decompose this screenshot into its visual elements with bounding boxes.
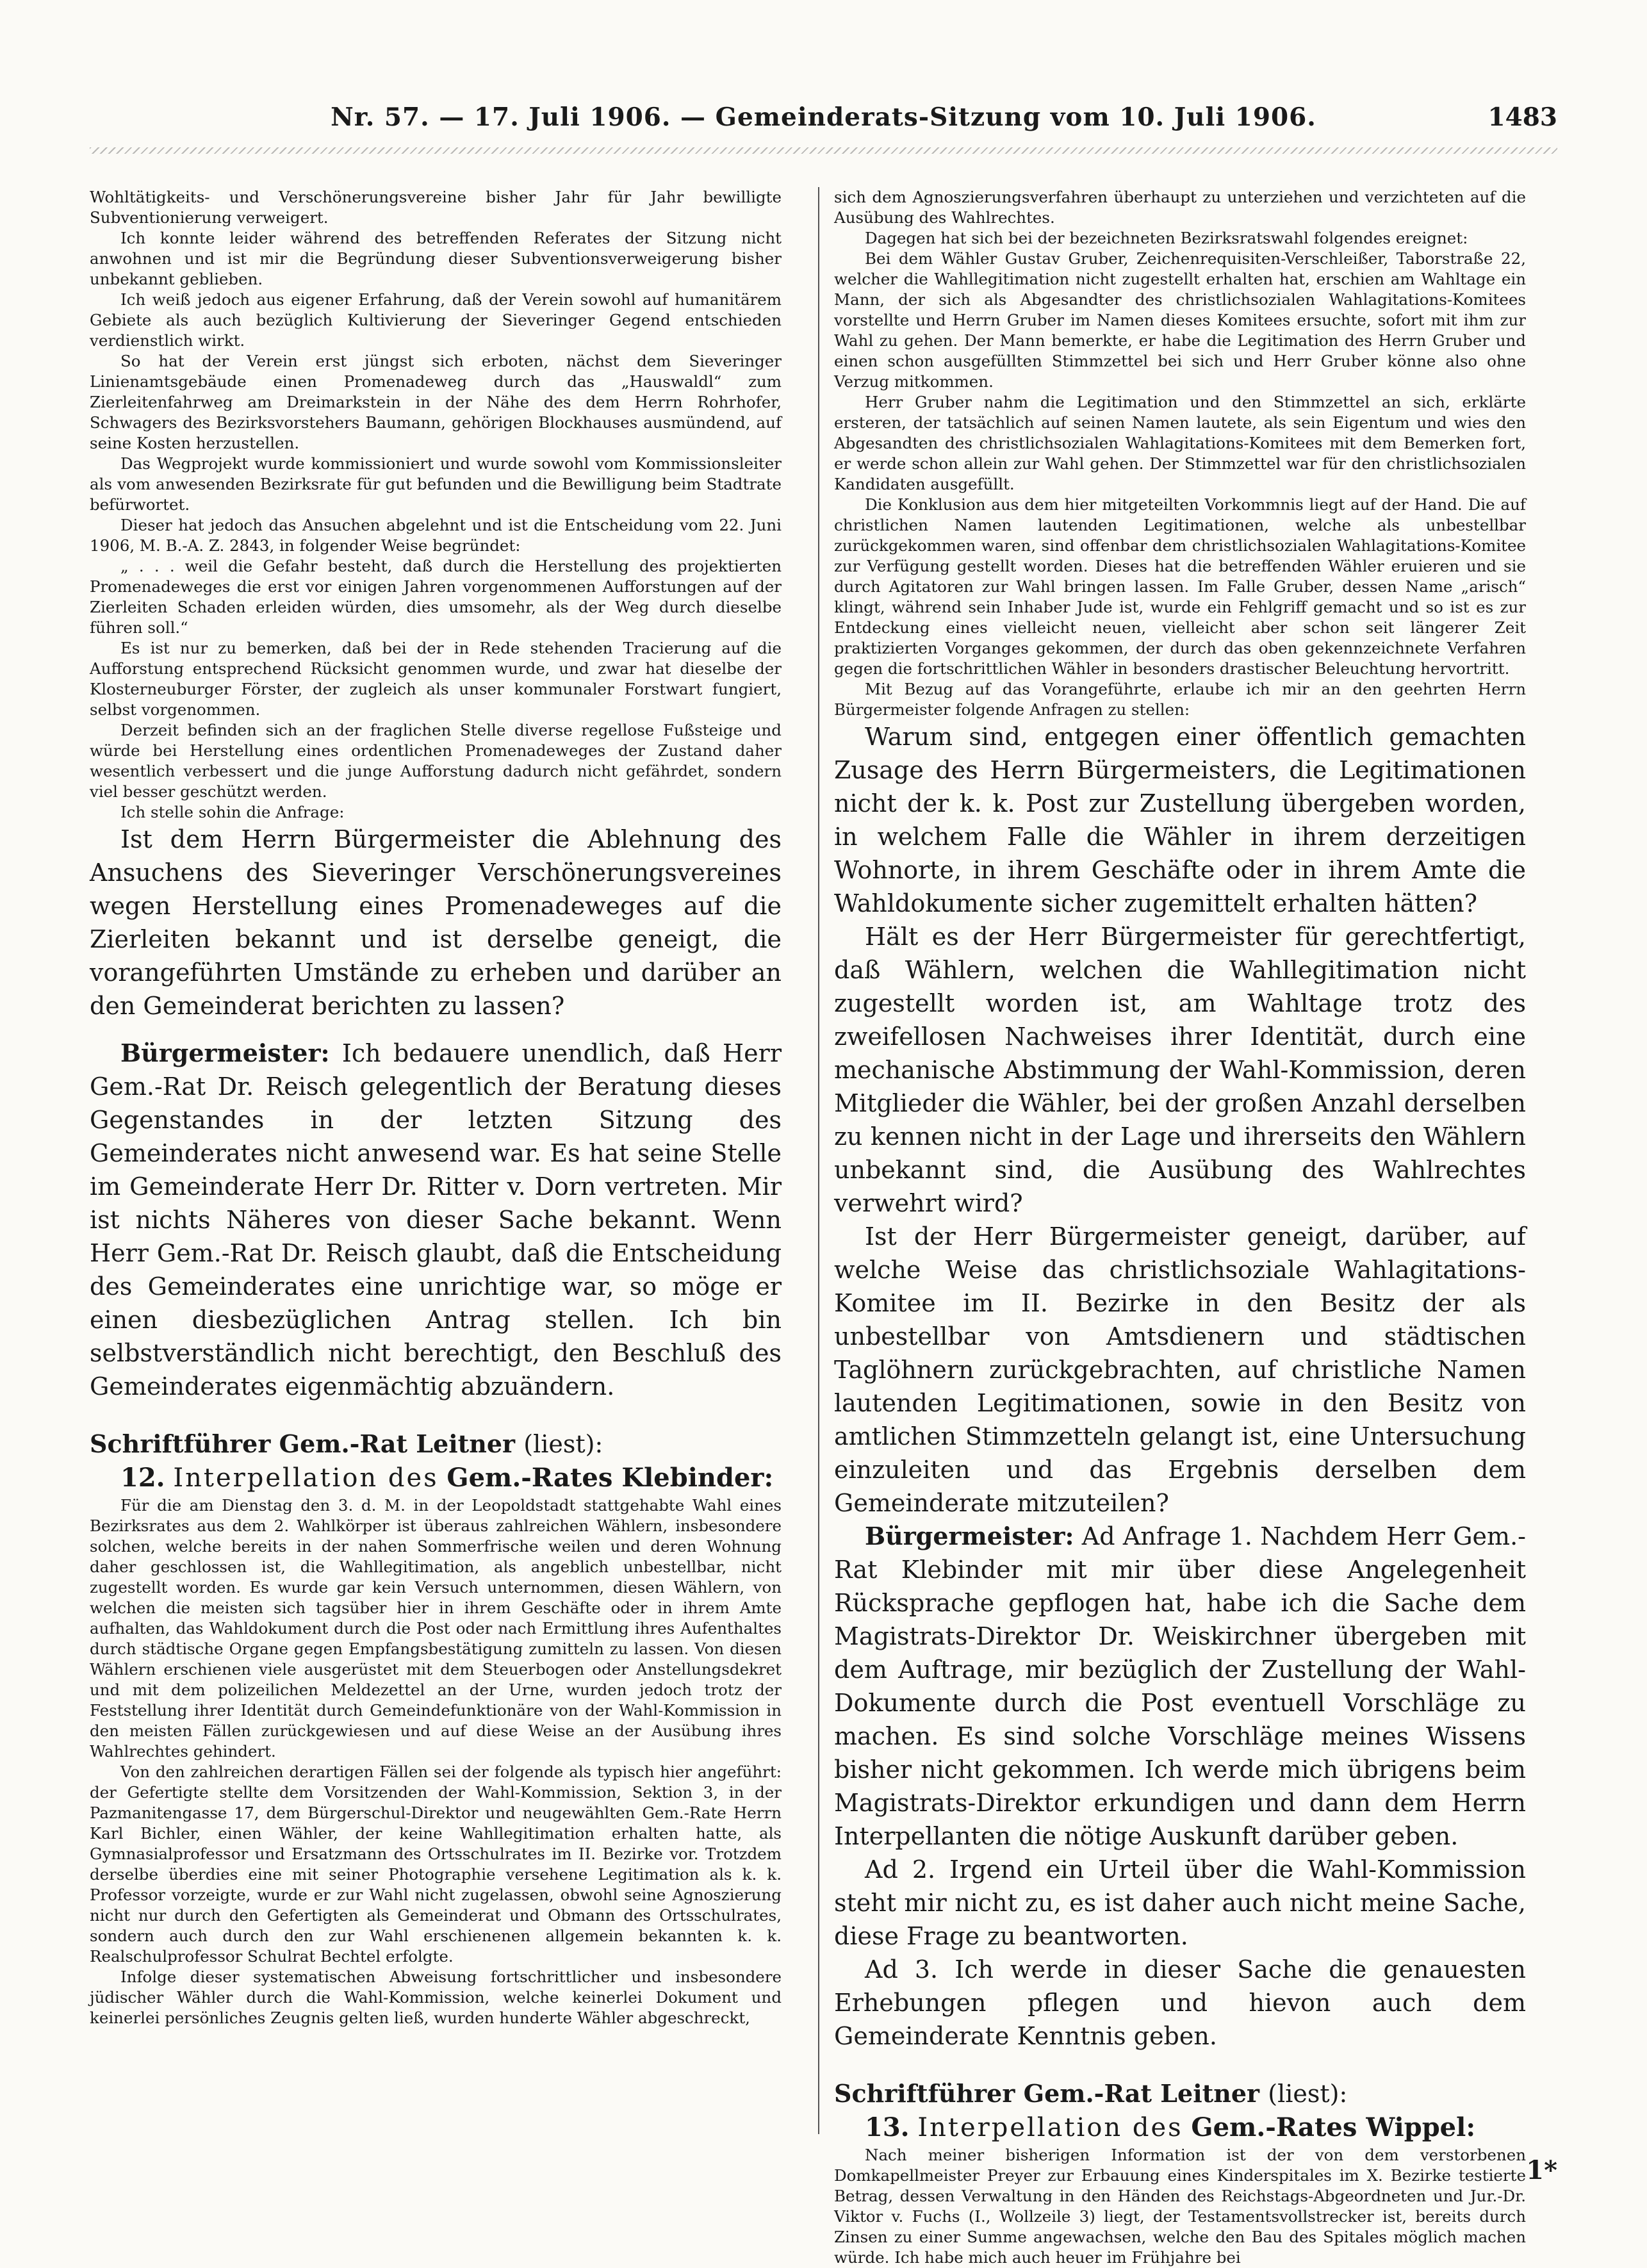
paragraph: Bei dem Wähler Gustav Gruber, Zeichenrequisiten-Verschleißer, Taborstraße 22, welcher die Wahllegitimation nicht zugestellt erhalten hat, erschien am Wahltage ein Mann, der sich als Abgesandter des christlichsozialen Wahlagitations-Komitees vorstellte und Herrn Gruber im Namen dieses Komitees ersuchte, sofort mit ihm zur Wahl zu gehen. Der Mann bemerkte, er habe die Legitimation des Herrn Gruber und einen schon ausgefüllten Stimmzettel bei sich und Herr Gruber könne also ohne Verzug mitkommen. (834, 249, 1526, 391)
inquiry-question: Warum sind, entgegen einer öffentlich gemachten Zusage des Herrn Bürgermeisters, die Legitimationen nicht der k. k. Post zur Zustellung übergeben worden, in welchem Falle die Wähler in ihrem derzeitigen Wohnorte, in ihrem Geschäfte oder in ihrem Amte die Wahldokumente sicher zugemittelt erhalten hätten? (834, 723, 1526, 917)
speaker-text: Ich bedauere unendlich, daß Herr Gem.-Rat Dr. Reisch gelegentlich der Beratung dieses Gegenstandes in der letzten Sitzung des Gemeinderates nicht anwesend war. Es hat seine Stelle im Gemeinderate Herr Dr. Ritter v. Dorn vertreten. Mir ist nichts Näheres von dieser Sache bekannt. Wenn Herr Gem.-Rat Dr. Reisch glaubt, daß die Entscheidung des Gemeinderates eine unrichtige war, so möge er einen diesbezüglichen Antrag stellen. Ich bin selbstverständlich nicht berechtigt, den Beschluß des Gemeinderates eigenmächtig abzuändern. (90, 1039, 782, 1401)
liest-label: (liest): (1268, 2080, 1348, 2108)
paragraph: Dieser hat jedoch das Ansuchen abgelehnt und ist die Entscheidung vom 22. Juni 1906, M. B.-A. Z. 2843, in folgender Weise begründet: (90, 516, 782, 555)
reply-paragraph: Ad 2. Irgend ein Urteil über die Wahl-Kommission steht mir nicht zu, es ist daher auch nicht meine Sache, diese Frage zu beantworten. (834, 1855, 1526, 1950)
interpellation-title (90, 1461, 782, 1495)
paragraph: sich dem Agnoszierungsverfahren überhaupt zu unterziehen und verzichteten auf die Ausübung des Wahlrechtes. (834, 188, 1526, 227)
right-column (834, 187, 1526, 2267)
inquiry-question: Ist der Herr Bürgermeister geneigt, darüber, auf welche Weise das christlichsoziale Wahlagitations-Komitee im II. Bezirke in den Besitz der als unbestellbar von Amtsdienern und städtischen Taglöhnern zurückgebrachten, auf christliche Namen lautenden Legitimationen, sowie in den Besitz von amtlichen Stimmzetteln gelangt ist, eine Untersuchung einzuleiten und das Ergebnis derselben dem Gemeinderate mitzuteilen? (834, 1222, 1526, 1517)
mayor-reply (90, 1037, 782, 1403)
header-rule (90, 147, 1557, 154)
paragraph: Nach meiner bisherigen Information ist der von dem verstorbenen Domkapellmeister Preyer zur Erbauung eines Kinderspitales im X. Bezirke testierte Betrag, dessen Verwaltung in den Händen des Reichstags-Abgeordneten und Jur.-Dr. Viktor v. Fuchs (I., Wollzeile 3) liegt, der Testamentsvollstrecker ist, bereits durch Zinsen zu einer Summe angewachsen, welche den Bau des Spitales möglich machen würde. Ich habe mich auch heuer im Frühjahre bei (834, 2146, 1526, 2267)
page-number: 1483 (1487, 103, 1557, 132)
column-divider (818, 187, 819, 2134)
paragraph: Ich konnte leider während des betreffenden Referates der Sitzung nicht anwohnen und ist mir die Begründung dieser Subventionsverweigerung bisher unbekannt geblieben. (90, 229, 782, 288)
paragraph: Ich weiß jedoch aus eigener Erfahrung, daß der Verein sowohl auf humanitärem Gebiete als auch bezüglich Kultivierung der Sieveringer Gegend entschieden verdienstlich wirkt. (90, 290, 782, 350)
speaker-label: Bürgermeister: (865, 1522, 1074, 1550)
issue-line: Nr. 57. — 17. Juli 1906. — Gemeinderats-Sitzung vom 10. Juli 1906. (331, 103, 1316, 132)
speaker-label: Bürgermeister: (120, 1039, 330, 1067)
paragraph: Es ist nur zu bemerken, daß bei der in Rede stehenden Tracierung auf die Aufforstung entsprechend Rücksicht genommen wurde, und zwar hat dieselbe der Klosterneuburger Förster, der zugleich als unser kommunaler Forstwart fungiert, selbst vorgenommen. (90, 639, 782, 719)
interpellation-label: Interpellation des (173, 1463, 439, 1493)
section-heading (90, 1427, 782, 1461)
signature-mark: 1* (1526, 2155, 1557, 2185)
paragraph: Mit Bezug auf das Vorangeführte, erlaube ich mir an den geehrten Herrn Bürgermeister folgende Anfragen zu stellen: (834, 680, 1526, 719)
inquiry-question: Hält es der Herr Bürgermeister für gerechtfertigt, daß Wählern, welchen die Wahllegitimation nicht zugestellt worden ist, am Wahltage trotz des zweifellosen Nachweises ihrer Identität, durch eine mechanische Abstimmung der Wahl-Kommission, deren Mitglieder die Wähler, bei der großen Anzahl derselben zu kennen nicht in der Lage und ihrerseits den Wählern unbekannt sind, die Ausübung des Wahlrechtes verwehrt wird? (834, 923, 1526, 1217)
paragraph: Herr Gruber nahm die Legitimation und den Stimmzettel an sich, erklärte ersteren, der tatsächlich auf seinen Namen lautete, als sein Eigentum und wies den Abgesandten des christlichsozialen Wahlagitations-Komitees mit dem Bemerken fort, er werde schon allein zur Wahl gehen. Der Stimmzettel war für den christlichsozialen Kandidaten ausgefüllt. (834, 393, 1526, 493)
mayor-reply (834, 1520, 1526, 1853)
reply-paragraph: Ad 3. Ich werde in dieser Sache die genauesten Erhebungen pflegen und hievon auch dem Gemeinderate Kenntnis geben. (834, 1955, 1526, 2050)
interpellation-label: Interpellation des (917, 2113, 1183, 2142)
paragraph: Dagegen hat sich bei der bezeichneten Bezirksratswahl folgendes ereignet: (865, 229, 1468, 247)
interpellation-title (834, 2110, 1526, 2145)
page-header (90, 103, 1557, 147)
inquiry-question: Ist dem Herrn Bürgermeister die Ablehnung des Ansuchens des Sieveringer Verschönerungsvereines wegen Herstellung eines Promenadeweges auf die Zierleiten bekannt und ist derselbe geneigt, die vorangeführten Umstände zu erheben und darüber an den Gemeinderat berichten zu lassen? (90, 825, 782, 1020)
section-heading (834, 2077, 1526, 2110)
paragraph: Ich stelle sohin die Anfrage: (120, 803, 345, 821)
paragraph: Das Wegprojekt wurde kommissioniert und wurde sowohl vom Kommissionsleiter als vom anwesenden Bezirksrate für gut befunden und die Bewilligung beim Stadtrate befürwortet. (90, 454, 782, 514)
interpellant-name: Gem.-Rates Klebinder: (447, 1463, 774, 1493)
interpellant-name: Gem.-Rates Wippel: (1191, 2112, 1476, 2142)
left-column (90, 187, 782, 2134)
paragraph: Wohltätigkeits- und Verschönerungsvereine bisher Jahr für Jahr bewilligte Subventionierung verweigert. (90, 188, 782, 227)
paragraph: Die Konklusion aus dem hier mitgeteilten Vorkommnis liegt auf der Hand. Die auf christlichen Namen lautenden Legitimationen, welche als unbestellbar zurückgekommen waren, sind offenbar dem christlichsozialen Wahlagitations-Komitee zur Verfügung gestellt worden. Dieses hat die betreffenden Wähler eruieren und sie durch Agitatoren zur Wahl bringen lassen. Im Falle Gruber, dessen Name „arisch“ klingt, während sein Inhaber Jude ist, wurde ein Fehlgriff gemacht und so ist es zur Entdeckung eines vielleicht neuen, vielleicht aber schon seit längerer Zeit praktizierten Vorganges gekommen, der durch das oben gekennzeichnete Verfahren gegen die fortschrittlichen Wähler in besonders drastischer Beleuchtung hervortritt. (834, 495, 1526, 678)
quoted-decision: „ . . . weil die Gefahr besteht, daß durch die Herstellung des projektierten Promenadeweges die erst vor einigen Jahren vorgenommenen Aufforstungen auf der Zierleiten Schaden erleiden würden, dies umsomehr, als der Weg durch dieselbe führen soll.“ (90, 557, 782, 637)
paragraph: Derzeit befinden sich an der fraglichen Stelle diverse regellose Fußsteige und würde bei Herstellung eines ordentlichen Promenadeweges der Zustand daher wesentlich verbessert und die junge Aufforstung dadurch nicht gefährdet, sondern viel besser geschützt werden. (90, 721, 782, 801)
speaker-text: Ad Anfrage 1. Nachdem Herr Gem.-Rat Klebinder mit mir über diese Angelegenheit Rücksprache gepflogen hat, habe ich die Sache dem Magistrats-Direktor Dr. Weiskirchner übergeben mit dem Auftrage, mir bezüglich der Zustellung der Wahl-Dokumente durch die Post eventuell Vorschläge zu machen. Es sind solche Vorschläge meines Wissens bisher nicht gekommen. Ich werde mich übrigens beim Magistrats-Direktor erkundigen und dann dem Herrn Interpellanten die nötige Auskunft darüber geben. (834, 1522, 1526, 1850)
paragraph: Von den zahlreichen derartigen Fällen sei der folgende als typisch hier angeführt: der Gefertigte stellte dem Vorsitzenden der Wahl-Kommission, Sektion 3, in der Pazmanitengasse 17, dem Bürgerschul-Direktor und neugewählten Gem.-Rate Herrn Karl Bichler, einen Wähler, der keine Wahllegitimation erhalten hatte, als Gymnasialprofessor und Ersatzmann des Ortsschulrates im II. Bezirke vor. Trotzdem derselbe überdies eine mit seiner Photographie versehene Legitimation als k. k. Professor vorzeigte, wurde er zur Wahl nicht zugelassen, obwohl seine Agnoszierung nicht nur durch den Gefertigten als Gemeinderat und Obmann des Ortsschulrates, sondern auch durch den zur Wahl erschienenen allgemein bekannten k. k. Realschulprofessor Schulrat Bechtel erfolgte. (90, 1763, 782, 1966)
paragraph: So hat der Verein erst jüngst sich erboten, nächst dem Sieveringer Linienamtsgebäude einen Promenadeweg durch das „Hauswaldl“ zum Zierleitenfahrweg am Dreimarkstein in der Nähe des dem Herrn Rohrhofer, Schwagers des Bezirksvorstehers Baumann, gehörigen Blockhauses ausmündend, auf seine Kosten herzustellen. (90, 352, 782, 452)
paragraph: Für die am Dienstag den 3. d. M. in der Leopoldstadt stattgehabte Wahl eines Bezirksrates aus dem 2. Wahlkörper ist überaus zahlreichen Wählern, insbesondere solchen, welche bereits in der nahen Sommerfrische weilen und deren Wohnung daher geschlossen ist, die Wahllegitimation, als angeblich unbestellbar, nicht zugestellt worden. Es wurde gar kein Versuch unternommen, diesen Wählern, von welchen die meisten sich tagsüber hier in ihrem Geschäfte oder in ihrem Amte aufhalten, das Wahldokument durch die Post oder nach Ermittlung ihres Aufenthaltes durch städtische Organe gegen Empfangsbestätigung zumitteln zu lassen. Von diesen Wählern erschienen viele ausgerüstet mit dem Steuerbogen oder Anstellungsdekret und mit dem polizeilichen Meldezettel an der Urne, wurden jedoch trotz der Feststellung ihrer Identität durch Gemeindefunktionäre von der Wahl-Kommission in den meisten Fällen zurückgewiesen und auf diese Weise an der Ausübung ihres Wahlrechtes gehindert. (90, 1496, 782, 1761)
interpellation-number: 12. (120, 1463, 165, 1493)
secretary-name: Schriftführer Gem.-Rat Leitner (90, 1429, 516, 1458)
paragraph: Infolge dieser systematischen Abweisung fortschrittlicher und insbesondere jüdischer Wähler durch die Wahl-Kommission, welche keinerlei Dokument und keinerlei persönliches Zeugnis gelten ließ, wurden hunderte Wähler abgeschreckt, (90, 1968, 782, 2027)
secretary-name: Schriftführer Gem.-Rat Leitner (834, 2079, 1260, 2108)
liest-label: (liest): (523, 1430, 603, 1458)
interpellation-number: 13. (865, 2112, 910, 2142)
